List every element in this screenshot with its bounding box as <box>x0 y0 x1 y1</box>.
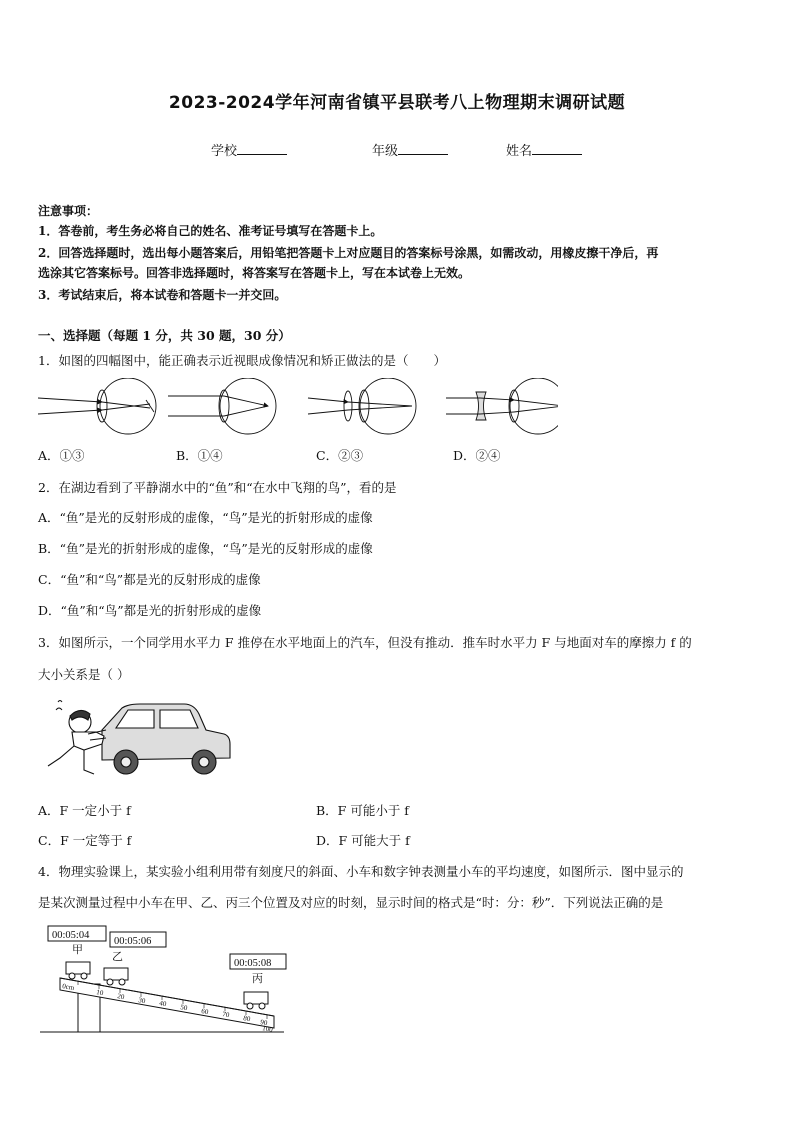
ruler-tick-label: 10 <box>95 988 104 998</box>
section-heading: 一、选择题（每题 1 分，共 30 题，30 分） <box>38 328 291 343</box>
ruler-tick-label: 90 <box>259 1018 268 1028</box>
ruler-tick-label: 60 <box>200 1007 209 1017</box>
clock-time: 00:05:08 <box>234 958 272 969</box>
q3-option-d: D．F 可能大于 f <box>316 833 410 848</box>
q4-stem: 4．物理实验课上，某实验小组利用带有刻度尺的斜面、小车和数字钟表测量小车的平均速度，如图所示．图中显示的 <box>38 864 684 879</box>
cart-jia <box>66 962 90 974</box>
q2-option-d: D．“鱼”和“鸟”都是光的折射形成的虚像 <box>38 603 262 618</box>
cart-yi <box>104 968 128 980</box>
note-item: 3．考试结束后，将本试卷和答题卡一并交回。 <box>38 288 287 302</box>
ruler-tick-label: 70 <box>221 1010 230 1020</box>
q3-push-car-figure <box>44 700 234 780</box>
q2-option-b: B．“鱼”是光的折射形成的虚像，“鸟”是光的反射形成的虚像 <box>38 541 373 556</box>
note-item: 1．答卷前，考生务必将自己的姓名、准考证号填写在答题卡上。 <box>38 224 383 238</box>
grade-field <box>372 140 448 159</box>
grade-label: 年级 <box>372 144 399 159</box>
ruler-zero-label: 0cm <box>61 982 75 993</box>
ruler-tick-label: 40 <box>158 999 167 1009</box>
position-label: 丙 <box>252 973 263 985</box>
q2-option-c: C．“鱼”和“鸟”都是光的反射形成的虚像 <box>38 572 261 587</box>
eye-diagram-1 <box>38 378 156 434</box>
grade-blank <box>398 142 448 155</box>
q3-option-b: B．F 可能小于 f <box>316 803 409 818</box>
ruler-tick-label: 30 <box>137 996 146 1006</box>
q3-option-a: A．F 一定小于 f <box>38 803 131 818</box>
position-label: 甲 <box>72 944 83 956</box>
q4-incline-figure <box>38 924 288 1036</box>
school-label: 学校 <box>211 144 238 159</box>
q1-eye-diagrams <box>38 378 558 440</box>
name-label: 姓名 <box>506 144 533 159</box>
school-blank <box>237 142 287 155</box>
ruler-tick-label: 100 <box>261 1024 274 1034</box>
q2-stem: 2．在湖边看到了平静湖水中的“鱼”和“在水中飞翔的鸟”，看的是 <box>38 480 397 495</box>
q1-option-c: C．②③ <box>316 448 364 463</box>
ruler-tick-label: 20 <box>116 992 125 1002</box>
school-field <box>211 140 287 159</box>
q2-option-a: A．“鱼”是光的反射形成的虚像，“鸟”是光的折射形成的虚像 <box>38 510 373 525</box>
note-item: 选涂其它答案标号。回答非选择题时，将答案写在答题卡上，写在本试卷上无效。 <box>38 266 471 280</box>
page-title: 2023-2024学年河南省镇平县联考八上物理期末调研试题 <box>168 93 626 113</box>
notes-heading: 注意事项： <box>38 204 99 218</box>
position-label: 乙 <box>112 951 123 963</box>
eye-diagram-3 <box>308 378 416 434</box>
q1-option-a: A．①③ <box>38 448 85 463</box>
cart-bing <box>244 992 268 1004</box>
q1-stem: 1．如图的四幅图中，能正确表示近视眼成像情况和矫正做法的是（ ） <box>38 353 446 368</box>
q4-stem-continued: 是某次测量过程中小车在甲、乙、丙三个位置及对应的时刻，显示时间的格式是“时：分：秒”．下列说法正确的是 <box>38 895 664 910</box>
clock-time: 00:05:06 <box>114 936 152 947</box>
eye-diagram-2 <box>168 378 276 434</box>
q1-option-d: D．②④ <box>453 448 501 463</box>
name-field <box>506 140 582 159</box>
q3-stem-continued: 大小关系是（ ） <box>38 667 130 682</box>
clock-time: 00:05:04 <box>52 930 90 941</box>
eye-diagram-4 <box>446 378 558 434</box>
name-blank <box>532 142 582 155</box>
q3-stem: 3．如图所示，一个同学用水平力 F 推停在水平地面上的汽车，但没有推动．推车时水平力 F 与地面对车的摩擦力 f 的 <box>38 635 692 650</box>
ruler-tick-label: 50 <box>179 1003 188 1013</box>
ruler-tick-label: 80 <box>242 1014 251 1024</box>
q3-option-c: C．F 一定等于 f <box>38 833 132 848</box>
q1-option-b: B．①④ <box>176 448 223 463</box>
note-item: 2．回答选择题时，选出每小题答案后，用铅笔把答题卡上对应题目的答案标号涂黑，如需改动，用橡皮擦干净后，再 <box>38 246 659 260</box>
